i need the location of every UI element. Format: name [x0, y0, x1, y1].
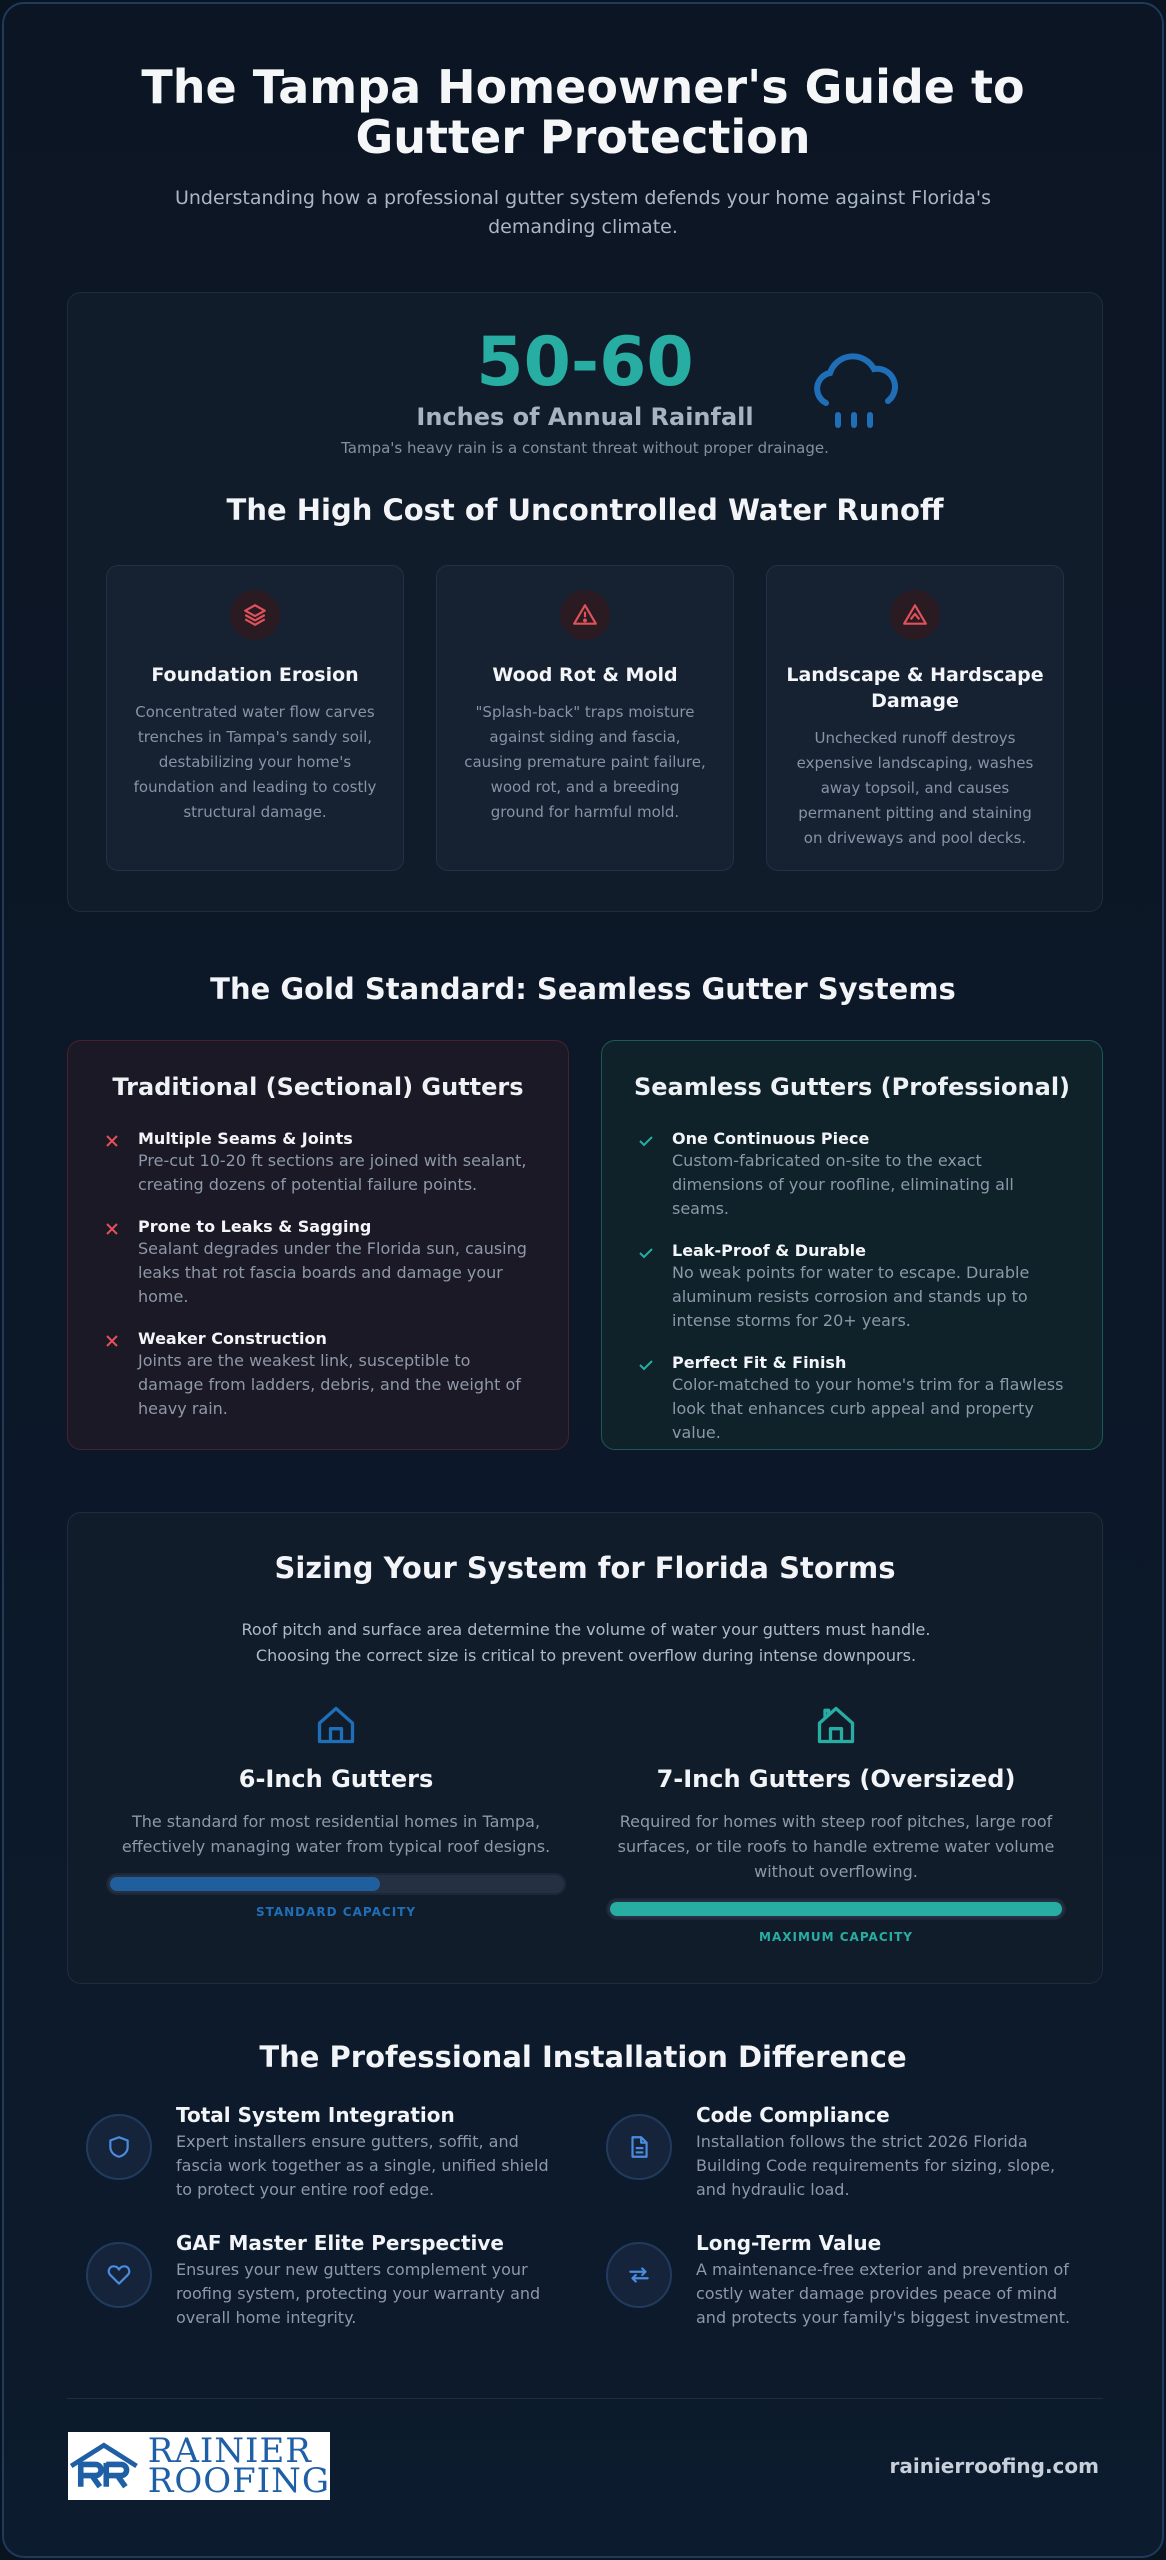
list-item: Prone to Leaks & Sagging Sealant degrades under the Florida sun, causing leaks that rot fascia boards and damage your home.: [104, 1217, 532, 1309]
list-item: Leak-Proof & Durable No weak points for water to escape. Durable aluminum resists corrosion and stands up to intense storms for 20+ years.: [638, 1241, 1066, 1333]
rainfall-label: Inches of Annual Rainfall: [416, 403, 754, 431]
website-link[interactable]: rainierroofing.com: [889, 2454, 1099, 2478]
check-icon: [638, 1133, 654, 1149]
traditional-title: Traditional (Sectional) Gutters: [112, 1073, 524, 1101]
feature-title: Long-Term Value: [696, 2231, 882, 2255]
risk-title: Wood Rot & Mold: [492, 664, 678, 686]
capacity-label: STANDARD CAPACITY: [255, 1905, 417, 1919]
list-item: Weaker Construction Joints are the weakest link, susceptible to damage from ladders, debris, and the weight of heavy rain.: [104, 1329, 532, 1421]
house-icon: [314, 1703, 358, 1747]
house-icon: [814, 1703, 858, 1747]
rainfall-stat: [68, 323, 1102, 457]
exchange-arrows-icon: [626, 2262, 652, 2288]
feature-text: Ensures your new gutters complement your roofing system, protecting your warranty and overall home integrity.: [176, 2260, 541, 2327]
list-item: Perfect Fit & Finish Color-matched to your home's trim for a flawless look that enhances curb appeal and property value.: [638, 1353, 1066, 1445]
feature-gaf-master-elite: [86, 2230, 556, 2330]
rainfall-card: [67, 292, 1103, 912]
logo-line-1: RAINIER: [147, 2431, 312, 2471]
risk-card-landscape: [766, 565, 1064, 871]
heart-icon: [106, 2262, 132, 2288]
capacity-fill: [110, 1877, 380, 1891]
risk-text: "Splash-back" traps moisture against siding and fascia, causing premature paint failure, wood rot, and a breeding ground for harmful mold.: [464, 703, 706, 821]
gutter-option-text: Required for homes with steep roof pitches, large roof surfaces, or tile roofs to handle extreme water volume without overflowing.: [617, 1812, 1055, 1881]
risk-text: Concentrated water flow carves trenches in Tampa's sandy soil, destabilizing your home's foundation and leading to costly structural damage.: [133, 703, 377, 821]
layers-icon: [242, 602, 268, 628]
risk-card-foundation: [106, 565, 404, 871]
feature-title: Code Compliance: [696, 2103, 890, 2127]
seamless-title: Seamless Gutters (Professional): [633, 1073, 1071, 1101]
document-icon: [626, 2134, 652, 2160]
page-title: The Tampa Homeowner's Guide to Gutter Protection: [141, 60, 1025, 164]
gutter-option-7-inch: [606, 1703, 1066, 1944]
logo-line-2: ROOFING: [147, 2461, 330, 2501]
gutter-option-title: 7-Inch Gutters (Oversized): [656, 1765, 1016, 1793]
capacity-label: MAXIMUM CAPACITY: [759, 1930, 913, 1944]
feature-title: Total System Integration: [176, 2103, 455, 2127]
professional-heading: The Professional Installation Difference: [259, 2040, 907, 2074]
gutter-option-title: 6-Inch Gutters: [238, 1765, 434, 1793]
risk-text: Unchecked runoff destroys expensive landscaping, washes away topsoil, and causes permanent pitting and staining on driveways and pool decks.: [796, 729, 1034, 847]
capacity-fill: [610, 1902, 1062, 1916]
shield-icon: [106, 2134, 132, 2160]
comparison-heading: The Gold Standard: Seamless Gutter Systems: [210, 972, 956, 1006]
rainfall-value: 50-60: [476, 323, 694, 402]
risk-title: Foundation Erosion: [151, 664, 359, 686]
x-icon: [104, 1221, 120, 1237]
gutter-option-text: The standard for most residential homes in Tampa, effectively managing water from typical roof designs.: [121, 1812, 551, 1856]
gutter-option-6-inch: [106, 1703, 566, 1919]
warning-triangle-icon: [572, 602, 598, 628]
list-item: Multiple Seams & Joints Pre-cut 10-20 ft sections are joined with sealant, creating dozens of potential failure points.: [104, 1129, 532, 1197]
alert-triangle-icon: [902, 602, 928, 628]
seamless-gutters-card: [601, 1040, 1103, 1450]
cloud-rain-icon: [804, 343, 904, 443]
risk-title: Landscape & Hardscape Damage: [786, 664, 1044, 712]
feature-system-integration: [86, 2102, 556, 2202]
rr-monogram-icon: [68, 2436, 140, 2496]
check-icon: [638, 1357, 654, 1373]
feature-text: Expert installers ensure gutters, soffit, and fascia work together as a single, unified shield to protect your entire roof edge.: [176, 2132, 549, 2199]
check-icon: [638, 1245, 654, 1261]
sizing-card: [67, 1512, 1103, 1984]
traditional-gutters-card: [67, 1040, 569, 1450]
risk-card-wood-rot: [436, 565, 734, 871]
list-item: One Continuous Piece Custom-fabricated on-site to the exact dimensions of your roofline, eliminating all seams.: [638, 1129, 1066, 1221]
feature-title: GAF Master Elite Perspective: [176, 2231, 504, 2255]
rainfall-caption: Tampa's heavy rain is a constant threat without proper drainage.: [341, 439, 829, 457]
footer-divider: [67, 2398, 1103, 2399]
feature-text: Installation follows the strict 2026 Florida Building Code requirements for sizing, slope, and hydraulic load.: [696, 2132, 1056, 2199]
x-icon: [104, 1333, 120, 1349]
feature-long-term-value: [606, 2230, 1076, 2330]
sizing-heading: Sizing Your System for Florida Storms: [274, 1551, 896, 1585]
x-icon: [104, 1133, 120, 1149]
page-subtitle: Understanding how a professional gutter system defends your home against Florida's demanding climate.: [174, 187, 992, 238]
feature-code-compliance: [606, 2102, 1076, 2202]
sizing-intro: Roof pitch and surface area determine the volume of water your gutters must handle. Choosing the correct size is critical to prevent overflow during intense downpours.: [241, 1620, 931, 1665]
hero: [4, 62, 1162, 242]
feature-text: A maintenance-free exterior and prevention of costly water damage provides peace of mind and protects your family's biggest investment.: [696, 2260, 1071, 2327]
capacity-bar: [106, 1873, 566, 1895]
capacity-bar: [606, 1898, 1066, 1920]
costs-heading: The High Cost of Uncontrolled Water Runoff: [226, 493, 944, 527]
infographic: [2, 2, 1164, 2558]
rainier-roofing-logo[interactable]: [68, 2432, 330, 2500]
